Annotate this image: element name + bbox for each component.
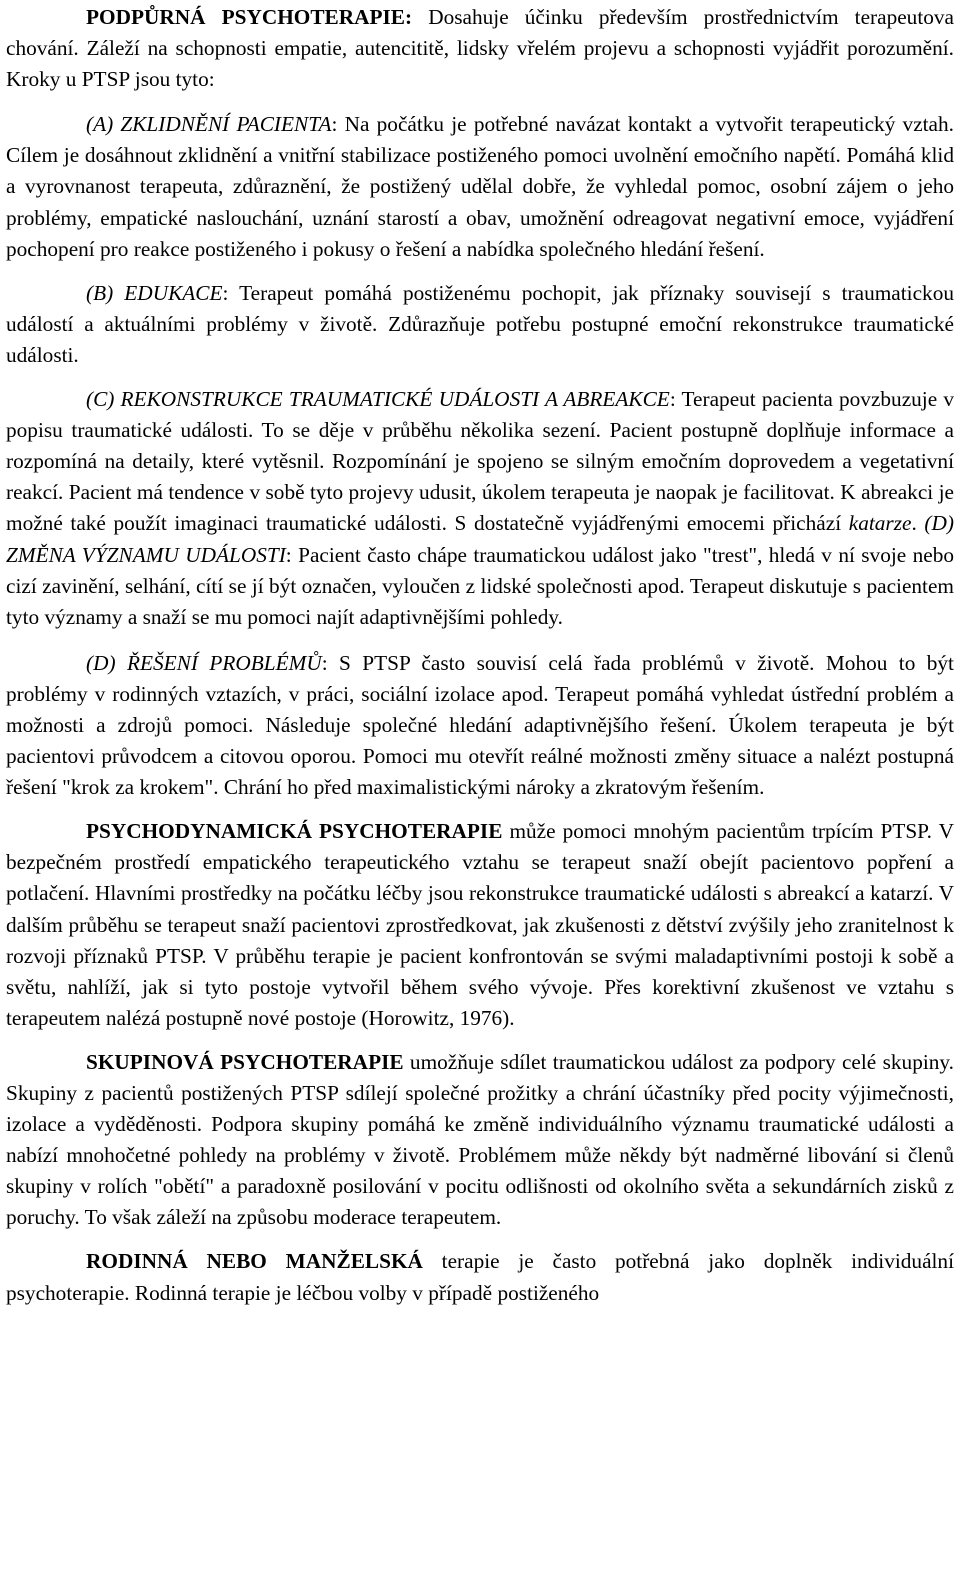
text-skupinova: umožňuje sdílet traumatickou událost za podpory celé skupiny. Skupiny z pacientů postižených PTSP sdílejí společné prožitky a chrání účastníky před pocity výjimečnosti, izolace a vyděděnosti. Podpora skupiny pomáhá ke změně individuálního významu traumatické události a nabízí mnohočetné pohledy na problémy v životě. Problémem může někdy být nadměrné libování si členů skupiny v rolích "obětí" a paradoxně posilování v pocitu odlišnosti od okolního světa a sekundárních zisků z poruchy. To však záleží na způsobu moderace terapeutem.	[6, 1049, 955, 1230]
text-reseni: : S PTSP často souvisí celá řada problémů v životě. Mohou to být problémy v rodinných vztazích, v práci, sociální izolace apod. Terapeut pomáhá vyhledat ústřední problém a možnosti a zdrojů pomoci. Následuje společné hledání adaptivnějšího řešení. Úkolem terapeuta je být pacientovi průvodcem a citovou oporou. Pomoci mu otevřít reálné možnosti změny situace a nalézt postupná řešení "krok za krokem". Chrání ho před maximalistickými nároky a zkratovým řešením.	[6, 650, 954, 800]
text-period: .	[911, 511, 925, 536]
paragraph-rekonstrukce	[6, 384, 954, 633]
text-rodinna: terapie je často potřebná jako doplněk individuální psychoterapie. Rodinná terapie je léčbou volby v případě postiženého	[6, 1249, 955, 1305]
heading-podpurna: PODPŮRNÁ PSYCHOTERAPIE:	[86, 5, 413, 29]
heading-edukace: (B) EDUKACE	[86, 280, 223, 305]
heading-reseni: (D) ŘEŠENÍ PROBLÉMŮ	[86, 650, 322, 675]
paragraph-zklidneni-pacienta	[6, 109, 954, 264]
text-zmena-vyznamu: : Pacient často chápe traumatickou událost jako "trest", hledá v ní svoje nebo cizí zavinění, selhání, cítí se jí být označen, vyloučen z lidské společnosti apod. Terapeut diskutuje s pacientem tyto významy a snaží se mu pomoci najít adaptivnějšími pohledy.	[6, 542, 954, 629]
paragraph-edukace	[6, 278, 954, 371]
heading-skupinova: SKUPINOVÁ PSYCHOTERAPIE	[86, 1049, 404, 1074]
paragraph-skupinova	[6, 1047, 954, 1234]
text-zklidneni: : Na počátku je potřebné navázat kontakt a vytvořit terapeutický vztah. Cílem je dosáhnout zklidnění a vnitřní stabilizace postiženého pomoci uvolnění emočního napětí. Pomáhá klid a vyrovnanost terapeuta, zdůraznění, že postižený udělal dobře, že vyhledal pomoc, osobní zájem o jeho problémy, empatické naslouchání, uznání starostí a obav, umožnění odreagovat negativní emoce, vyjádření pochopení pro reakce postiženého i pokusy o řešení a nabídka společného hledání řešení.	[6, 112, 954, 261]
paragraph-psychodynamicka	[6, 816, 954, 1034]
heading-rodinna: RODINNÁ NEBO MANŽELSKÁ	[86, 1249, 423, 1274]
text-rekonstrukce: : Terapeut pacienta povzbuzuje v popisu traumatické události. To se děje v průběhu několika sezení. Pacient postupně doplňuje informace a rozpomíná na detaily, které vytěsnil. Rozpomínání je spojeno se silným emočním doprovedem a vegetativní reakcí. Pacient má tendence v sobě tyto projevy udusit, úkolem terapeuta je naopak je facilitovat. K abreakci je možné také použít imaginaci traumatické události. S dostatečně vyjádřenými emocemi přichází	[6, 387, 954, 536]
paragraph-reseni-problemu	[6, 648, 954, 803]
paragraph-rodinna	[6, 1246, 954, 1308]
heading-zmena-vyznamu: (D) ZMĚNA VÝZNAMU UDÁLOSTI	[6, 511, 954, 567]
text-edukace: : Terapeut pomáhá postiženému pochopit, jak příznaky souvisejí s traumatickou událostí a aktuálními problémy v životě. Zdůrazňuje potřebu postupné emoční rekonstrukce traumatické události.	[6, 280, 954, 367]
text-podpurna: Dosahuje účinku především prostřednictvím terapeutova chování. Záleží na schopnosti empatie, autencititě, lidsky vřelém projevu a schopnosti vyjádřit porozumění. Kroky u PTSP jsou tyto:	[6, 5, 954, 92]
paragraph-podpurna-psychoterapie	[6, 2, 954, 95]
heading-zklidneni: (A) ZKLIDNĚNÍ PACIENTA	[86, 112, 332, 137]
heading-rekonstrukce: (C) REKONSTRUKCE TRAUMATICKÉ UDÁLOSTI A ABREAKCE	[86, 387, 670, 412]
term-katarze: katarze	[848, 511, 912, 536]
heading-psychodynamicka: PSYCHODYNAMICKÁ PSYCHOTERAPIE	[86, 819, 503, 844]
text-psychodynamicka: může pomoci mnohým pacientům trpícím PTSP. V bezpečném prostředí empatického terapeutického vztahu se terapeut snaží obejít pacientovo popření a potlačení. Hlavními prostředky na počátku léčby jsou rekonstrukce traumatické události s abreakcí a katarzí. V dalším průběhu se terapeut snaží pacientovi zprostředkovat, jak zkušenosti z dětství zvýšily jeho zranitelnost k rozvoji příznaků PTSP. V průběhu terapie je pacient konfrontován se svými maladaptivními postoji k sobě a světu, nahlíží, jak si tyto postoje vytvořil během svého vývoje. Přes korektivní zkušenost ve vztahu s terapeutem nalézá postupně nové postoje (Horowitz, 1976).	[6, 819, 954, 1030]
